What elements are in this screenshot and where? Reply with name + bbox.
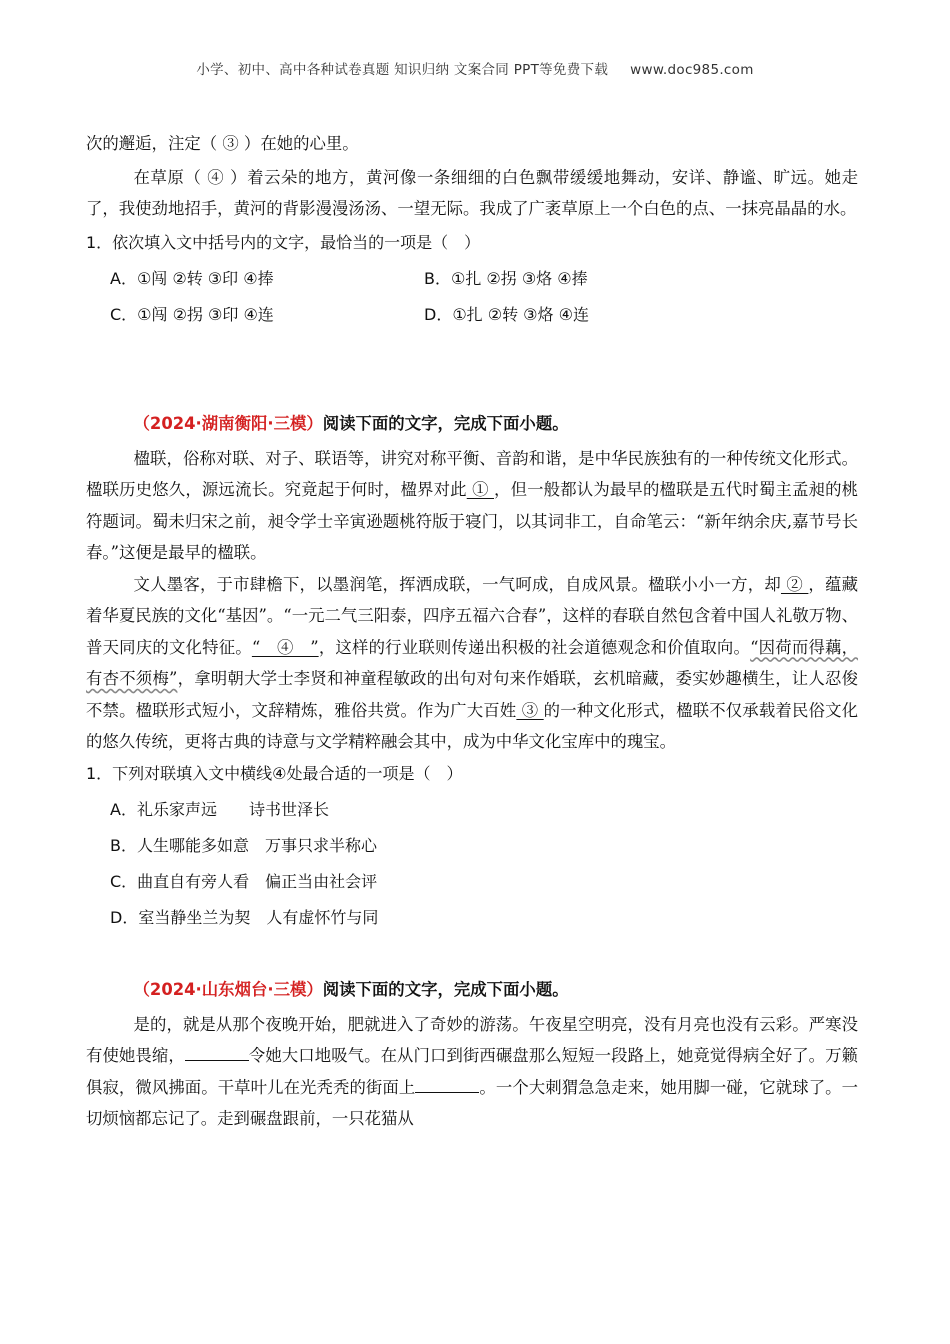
question-1: 1．下列对联填入文中横线④处最合适的一项是（ ） bbox=[86, 763, 463, 783]
option-d[interactable]: D．①扎 ②转 ③烙 ④连 bbox=[424, 304, 589, 324]
blank-line bbox=[415, 1073, 479, 1092]
source-tag: （2024·湖南衡阳·三模） bbox=[133, 413, 323, 433]
option-b[interactable]: B．①扎 ②拐 ③烙 ④捧 bbox=[424, 268, 588, 288]
page-header bbox=[0, 58, 950, 78]
option-a[interactable]: A．①闯 ②转 ③印 ④捧 bbox=[110, 268, 274, 288]
blank-2: ② bbox=[780, 574, 809, 594]
passage-paragraph: 是的，就是从那个夜晚开始，肥就进入了奇妙的游荡。午夜星空明亮，没有月亮也没有云彩。严寒没有使她畏缩， 令她大口地吸气。在从门口到街西碾盘那么短短一段路上，她竟觉得病全好了。万籁俱寂，微风拂面。干草叶儿在光秃秃的街面上 。一个大刺猬急急走来，她用脚一碰，它就球了。一切烦恼都忘记了。走到碾盘跟前，一只花猫从 bbox=[86, 1014, 859, 1128]
option-c[interactable]: C．曲直自有旁人看 偏正当由社会评 bbox=[110, 871, 378, 891]
question-1-options bbox=[86, 261, 858, 333]
passage-paragraph: 在草原（ ④ ）着云朵的地方，黄河像一条细细的白色飘带缓缓地舞动，安详、静谧、旷远。她走了，我使劲地招手，黄河的背影漫漫汤汤、一望无际。我成了广袤草原上一个白色的点、一抹亮晶晶的水。 bbox=[86, 167, 858, 218]
option-c[interactable]: C．①闯 ②拐 ③印 ④连 bbox=[110, 304, 274, 324]
header-text: 小学、初中、高中各种试卷真题 知识归纳 文案合同 PPT等免费下载 bbox=[196, 62, 609, 78]
source-tag: （2024·山东烟台·三模） bbox=[133, 979, 323, 999]
passage-line: 次的邂逅，注定（ ③ ）在她的心里。 bbox=[86, 134, 359, 153]
header-url[interactable]: www.doc985.com bbox=[630, 62, 754, 78]
question-1-options bbox=[86, 792, 858, 936]
option-a[interactable]: A．礼乐家声远 诗书世泽长 bbox=[110, 799, 329, 819]
passage-paragraph: 文人墨客，于市肆檐下，以墨润笔，挥洒成联，一气呵成，自成风景。楹联小小一方，却 ② ，蕴藏着华夏民族的文化“基因”。“一元二气三阳泰，四序五福六合春”，这样的春联自然包含着中国人礼敬万物、普天同庆的文化特征。“ ④ ”，这样的行业联则传递出积极的社会道德观念和价值取向。“因荷而得藕，有杏不须梅”，拿明朝大学士李贤和神童程敏政的出句对句来作婚联，玄机暗藏，委实妙趣横生，让人忍俊不禁。楹联形式短小，文辞精炼，雅俗共赏。作为广大百姓 ③ 的一种文化形式，楹联不仅承载着民俗文化的悠久传统，更将古典的诗意与文学精粹融会其中，成为中华文化宝库中的瑰宝。 bbox=[86, 574, 859, 751]
blank-line bbox=[185, 1042, 249, 1061]
blank-1: ① bbox=[466, 480, 495, 499]
document-body bbox=[86, 128, 858, 1135]
passage-paragraph: 楹联，俗称对联、对子、联语等，讲究对称平衡、音韵和谐，是中华民族独有的一种传统文化形式。楹联历史悠久，源远流长。究竟起于何时，楹界对此 ① ，但一般都认为最早的楹联是五代时蜀主孟昶的桃符题词。蜀未归宋之前，昶令学士辛寅逊题桃符版于寝门，以其词非工，自命笔云：“新年纳余庆,嘉节号长春。”这便是最早的楹联。 bbox=[86, 448, 859, 562]
wavy-underlined-couplet: “因荷而得藕，有杏不须梅” bbox=[86, 637, 859, 688]
section-instruction: 阅读下面的文字，完成下面小题。 bbox=[322, 413, 569, 433]
option-d[interactable]: D．室当静坐兰为契 人有虚怀竹与同 bbox=[110, 907, 379, 927]
section-title bbox=[86, 408, 858, 439]
option-b[interactable]: B．人生哪能多如意 万事只求半称心 bbox=[110, 835, 377, 855]
question-1: 1．依次填入文中括号内的文字，最恰当的一项是（ ） bbox=[86, 232, 481, 252]
blank-4: “ ④ ” bbox=[251, 637, 319, 657]
section-instruction: 阅读下面的文字，完成下面小题。 bbox=[322, 979, 569, 999]
blank-3: ③ bbox=[516, 700, 544, 720]
section-title bbox=[86, 974, 858, 1005]
